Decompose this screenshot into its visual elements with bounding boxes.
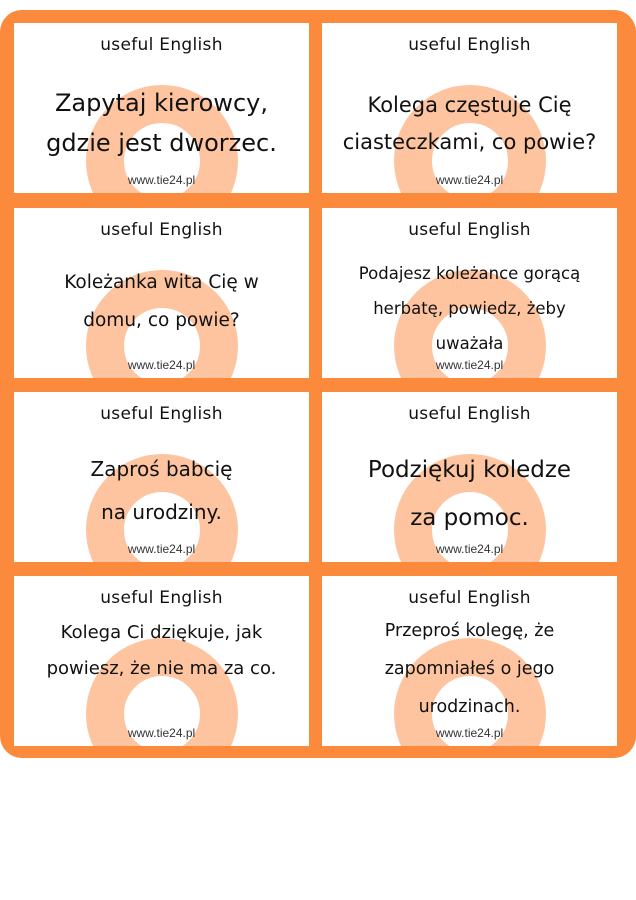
prompt-line: Kolega częstuje Cię: [367, 93, 572, 117]
card-website: www.tie24.pl: [435, 173, 504, 187]
prompt-line: ciasteczkami, co powie?: [342, 130, 597, 154]
flashcard: [322, 23, 617, 193]
card-prompt: [18, 448, 305, 534]
card-brand: useful English: [408, 588, 531, 608]
card-brand: useful English: [408, 404, 531, 424]
card-website: www.tie24.pl: [435, 542, 504, 556]
flashcard-sheet: [0, 10, 636, 758]
prompt-line: Koleżanka wita Cię w: [64, 272, 259, 293]
card-prompt: [18, 264, 305, 340]
card-brand: useful English: [100, 588, 223, 608]
card-brand: useful English: [100, 220, 223, 240]
card-website: www.tie24.pl: [127, 542, 196, 556]
card-prompt: [326, 446, 613, 542]
card-brand: useful English: [408, 35, 531, 55]
flashcard: [14, 23, 309, 193]
card-prompt: [18, 615, 305, 687]
prompt-line: Podajesz koleżance gorącą: [358, 264, 581, 283]
prompt-line: za pomoc.: [410, 505, 529, 531]
prompt-line: na urodziny.: [101, 500, 222, 524]
card-prompt: [326, 256, 613, 361]
prompt-line: zapomniałeś o jego: [384, 659, 555, 679]
prompt-line: Kolega Ci dziękuje, jak: [60, 622, 263, 643]
card-brand: useful English: [100, 35, 223, 55]
card-website: www.tie24.pl: [435, 726, 504, 740]
flashcard: [14, 208, 309, 378]
card-website: www.tie24.pl: [127, 173, 196, 187]
prompt-line: Zaproś babcię: [90, 457, 233, 481]
flashcard: [14, 392, 309, 562]
prompt-line: gdzie jest dworzec.: [46, 129, 277, 157]
flashcard: [322, 576, 617, 746]
card-brand: useful English: [100, 404, 223, 424]
card-website: www.tie24.pl: [127, 358, 196, 372]
prompt-line: powiesz, że nie ma za co.: [46, 658, 277, 679]
flashcard: [322, 208, 617, 378]
prompt-line: urodzinach.: [418, 697, 521, 717]
card-brand: useful English: [408, 220, 531, 240]
card-website: www.tie24.pl: [435, 358, 504, 372]
prompt-line: Podziękuj koledze: [367, 457, 572, 483]
card-prompt: [326, 612, 613, 726]
prompt-line: Zapytaj kierowcy,: [54, 89, 268, 117]
prompt-line: domu, co powie?: [83, 310, 240, 331]
card-prompt: [326, 87, 613, 161]
card-prompt: [18, 83, 305, 163]
prompt-line: herbatę, powiedz, żeby: [373, 299, 566, 318]
flashcard: [322, 392, 617, 562]
prompt-line: Przeproś kolegę, że: [384, 621, 555, 641]
flashcard: [14, 576, 309, 746]
prompt-line: uważała: [435, 334, 504, 353]
card-website: www.tie24.pl: [127, 726, 196, 740]
